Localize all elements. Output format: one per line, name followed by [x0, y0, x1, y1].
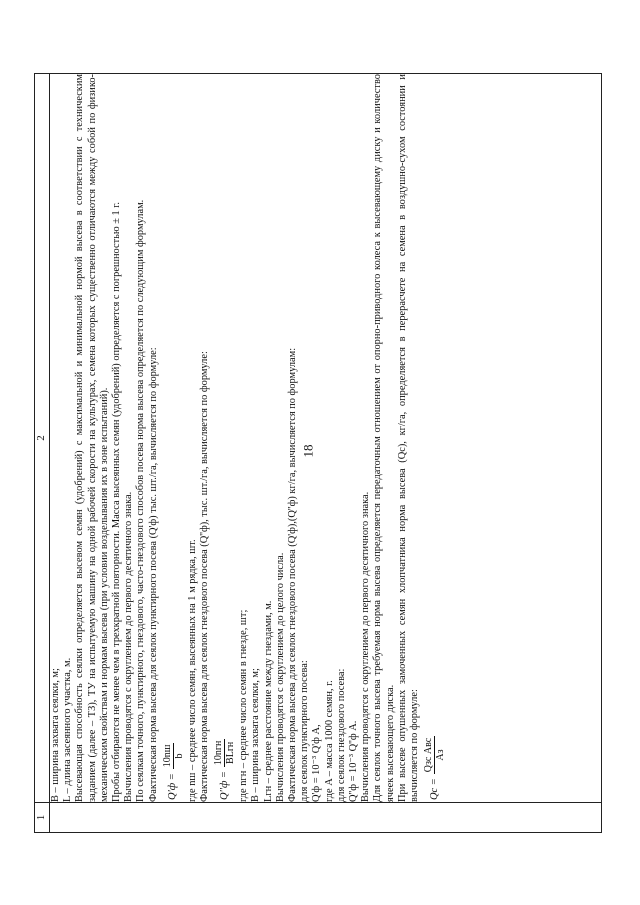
text-line: Фактическая норма высева для сеялок гнездового посева (Q''ф), тыс. шт./га, вычисляется по формуле: — [199, 351, 211, 802]
formula-lhs: Q'ф = — [167, 773, 179, 800]
column-1-header: 1 — [35, 803, 50, 833]
text-line: B – ширина захвата сеялки, м; — [250, 668, 262, 802]
text-line: Вычисления проводятся с округлением до первого десятичного знака. — [123, 491, 135, 802]
formula-pointed-sowing — [162, 74, 185, 800]
formula-lhs: Qс = — [428, 778, 440, 800]
text-line: где nш – среднее число семян, высеянных на 1 м рядка, шт. — [186, 539, 198, 802]
text-line: где nгн – среднее число семян в гнезде, шт; — [238, 609, 250, 802]
page-number: 18 — [300, 444, 316, 458]
column-1-cell — [50, 803, 602, 833]
text-line: Q''ф = 10⁻³ Q''ф A. — [348, 720, 360, 802]
text-line: Lгн – среднее расстояние между гнездами, м. — [262, 600, 274, 802]
text-line: Для сеялок точного высева требуемая норма высева определяется передаточным отношением от опорно-приводного колеса к высевающему диску и количество ячеек высевающего диска. — [372, 74, 396, 802]
text-line: Q'ф = 10⁻³ Q'ф A, — [311, 724, 323, 802]
text-line: При высеве опушенных замоченных семян хлопчатника норма высева (Qс), кг/га, определяется в перерасчете на семена в воздушно-сухом состоянии и вычисляется по формуле: — [396, 74, 421, 802]
column-2-cell — [50, 74, 602, 803]
text-line: L – длина засеянного участка, м. — [62, 657, 74, 802]
formula-denominator: b — [173, 753, 185, 759]
formula-lhs: Q''ф = — [218, 771, 230, 800]
text-line: B – ширина захвата сеялки, м; — [50, 668, 61, 802]
text-line: Высевающая способность сеялки определяется высевом семян (удобрений) с максимальной и минимальной нормой высева в соответствии с техническим заданием (далее – ТЗ), ТУ на испытуемую машину на одной рабочей скорости на культурах, семена которых существенно отличаются между собой по физико-механическим свойствам и нормам высева (при условии возделывания их в зоне испытаний). — [74, 74, 110, 802]
text-line: для сеялок пунктирного посева: — [299, 660, 311, 802]
text-line: По сеялкам точного, пунктирного, гнездового, часто-гнездового способов посева норма высева определяется по следующим формулам. — [135, 199, 147, 802]
text-line: Фактическая норма высева для сеялок гнездового посева (Q'ф),(Q''ф) кг/га, вычисляется по формулам: — [287, 347, 299, 802]
formula-fraction — [213, 739, 236, 767]
text-line: Пробы отбираются не менее чем в трехкратной повторности. Масса высеянных семян (удобрений) определяется с погрешностью ± 1 г. — [111, 202, 123, 802]
formula-numerator: 10nш — [161, 744, 173, 768]
formula-nest-sowing — [213, 74, 236, 800]
formula-cotton-seed — [423, 74, 446, 800]
text-line: для сеялок гнездового посева: — [335, 668, 347, 802]
text-line: где A – масса 1000 семян, г. — [323, 680, 335, 802]
document-table — [34, 73, 602, 833]
text-line: Вычисления проводятся с округлением до целого числа. — [274, 552, 286, 802]
formula-numerator: Qзс Aвс — [423, 737, 435, 773]
formula-denominator: BLгн — [225, 741, 237, 764]
formula-numerator: 10nгн — [213, 740, 225, 766]
formula-fraction — [162, 743, 185, 770]
text-line: Вычисления проводятся с округлением до первого десятичного знака. — [360, 491, 372, 802]
formula-denominator: Aз — [435, 749, 447, 761]
rotated-table-sheet — [34, 73, 602, 833]
formula-fraction — [423, 736, 446, 774]
text-line: Фактическая норма высева для сеялок пунктирного посева (Q'ф) тыс. шт./га, вычисляется по формуле: — [147, 347, 159, 802]
column-2-header: 2 — [35, 74, 50, 803]
